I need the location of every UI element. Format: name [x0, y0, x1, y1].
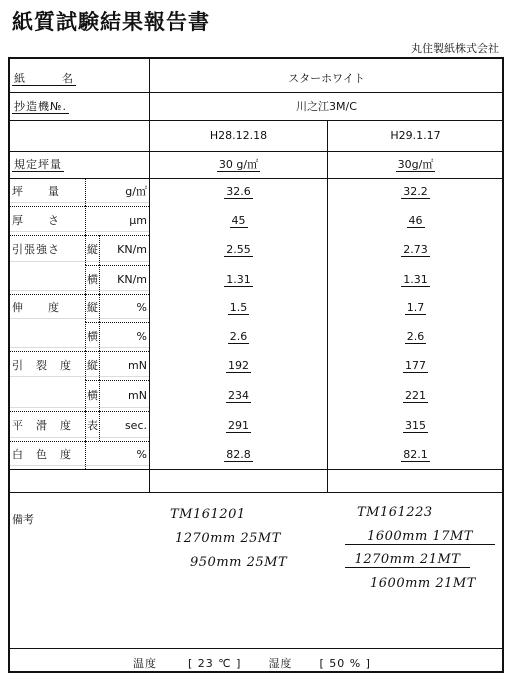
value-col-1 [150, 273, 327, 287]
row-divider [9, 151, 503, 152]
direction-label: 横 [87, 389, 98, 402]
property-label: 坪 量 [12, 185, 60, 198]
company-name: 丸住製紙株式会社 [411, 42, 499, 55]
value-col-2 [328, 243, 503, 257]
unit-label: % [136, 330, 147, 343]
property-label: 白 色 度 [12, 448, 72, 461]
value-col-1 [150, 243, 327, 257]
unit-label: KN/m [117, 243, 147, 256]
unit-label: % [136, 301, 147, 314]
unit-label: μm [129, 214, 147, 227]
value-text: 177 [405, 359, 426, 372]
value-col-2 [328, 185, 503, 199]
direction-label: 縦 [87, 301, 98, 314]
value-text: 192 [228, 359, 249, 372]
label-underline [9, 437, 149, 438]
row-separator [9, 441, 149, 442]
value-text: 82.8 [226, 448, 251, 461]
temperature-value: [ 23 ℃ ] [188, 657, 242, 670]
machine-label: 抄造機№. [14, 100, 67, 113]
value-col-1 [150, 359, 327, 373]
value-col-2 [328, 448, 503, 462]
date-col-1: H28.12.18 [209, 129, 268, 142]
value-col-1 [150, 389, 327, 403]
row-divider [9, 492, 503, 493]
value-text: 82.1 [403, 448, 428, 461]
unit-label: mN [128, 389, 147, 402]
value-col-1 [150, 185, 327, 199]
direction-label: 表 [87, 419, 98, 432]
unit-label: KN/m [117, 273, 147, 286]
value-col-2 [328, 214, 503, 228]
value-col-2 [328, 273, 503, 287]
remarks-label: 備考 [12, 513, 34, 526]
document-title: 紙質試験結果報告書 [12, 10, 210, 34]
value-text: 1.31 [403, 273, 428, 286]
label-underline [9, 261, 149, 262]
value-col-2 [328, 301, 503, 315]
remark-left-line-1: TM161201 [170, 507, 246, 522]
value-col-2 [328, 389, 503, 403]
humidity-value: [ 50 % ] [319, 657, 371, 670]
remark-right-line-4: 1600mm 21MT [370, 576, 476, 591]
remark-left-line-3: 950mm 25MT [190, 555, 288, 570]
remark-right-line-2: 1600mm 17MT [345, 529, 495, 545]
value-text: 2.6 [229, 330, 248, 343]
value-text: 1.5 [229, 301, 248, 314]
date-col-2: H29.1.17 [390, 129, 441, 142]
unit-label: % [136, 448, 147, 461]
property-label: 伸 度 [12, 301, 60, 314]
product-name: スターホワイト [288, 72, 365, 85]
row-separator [85, 322, 149, 323]
value-col-2 [328, 359, 503, 373]
remark-left-line-2: 1270mm 25MT [175, 531, 281, 546]
value-text: 315 [405, 419, 426, 432]
value-text: 46 [408, 214, 423, 227]
value-col-1 [150, 301, 327, 315]
row-separator [85, 380, 149, 381]
unit-label: mN [128, 359, 147, 372]
row-divider [9, 469, 503, 470]
value-col-2 [328, 330, 503, 344]
row-separator [9, 411, 149, 412]
property-label: 引 裂 度 [12, 359, 72, 372]
row-divider [9, 648, 503, 649]
property-label: 厚 さ [12, 214, 60, 227]
row-separator [85, 265, 149, 266]
spec-label: 規定坪量 [14, 158, 62, 171]
label-underline [9, 347, 149, 348]
remark-right-line-1: TM161223 [357, 505, 433, 520]
label-underline [9, 376, 149, 377]
spec-value-2: 30g/㎡ [397, 158, 434, 171]
value-text: 32.6 [226, 185, 251, 198]
value-col-1 [150, 448, 327, 462]
direction-label: 縦 [87, 359, 98, 372]
label-underline [9, 202, 149, 203]
property-label: 平 滑 度 [12, 419, 72, 432]
value-col-1 [150, 419, 327, 433]
value-text: 32.2 [403, 185, 428, 198]
humidity-label: 湿度 [268, 657, 293, 670]
temperature-label: 温度 [133, 657, 157, 670]
value-text: 1.7 [406, 301, 425, 314]
direction-label: 横 [87, 330, 98, 343]
label-underline [9, 465, 149, 466]
value-col-2 [328, 419, 503, 433]
product-label: 紙 名 [14, 72, 74, 85]
value-col-1 [150, 214, 327, 228]
row-separator [9, 206, 149, 207]
value-text: 2.6 [406, 330, 425, 343]
label-underline [9, 407, 149, 408]
spec-value-1: 30 g/㎡ [218, 158, 259, 171]
value-text: 1.31 [226, 273, 251, 286]
property-label: 引張強さ [12, 243, 60, 256]
conditions-footer [133, 655, 371, 671]
unit-label: g/㎡ [125, 185, 147, 198]
row-separator [9, 351, 149, 352]
remark-right-line-3: 1270mm 21MT [345, 552, 470, 568]
label-underline [9, 318, 149, 319]
row-separator [9, 235, 149, 236]
machine-name: 川之江3M/C [296, 100, 357, 113]
row-divider [9, 120, 503, 121]
label-underline [9, 290, 149, 291]
label-underline [9, 231, 149, 232]
row-divider [9, 178, 503, 179]
value-text: 234 [228, 389, 249, 402]
value-text: 2.73 [403, 243, 428, 256]
direction-label: 横 [87, 273, 98, 286]
value-text: 2.55 [226, 243, 251, 256]
value-text: 221 [405, 389, 426, 402]
row-divider [9, 92, 503, 93]
direction-label: 縦 [87, 243, 98, 256]
value-text: 45 [231, 214, 246, 227]
row-separator [9, 294, 149, 295]
unit-label: sec. [124, 419, 147, 432]
value-text: 291 [228, 419, 249, 432]
value-col-1 [150, 330, 327, 344]
